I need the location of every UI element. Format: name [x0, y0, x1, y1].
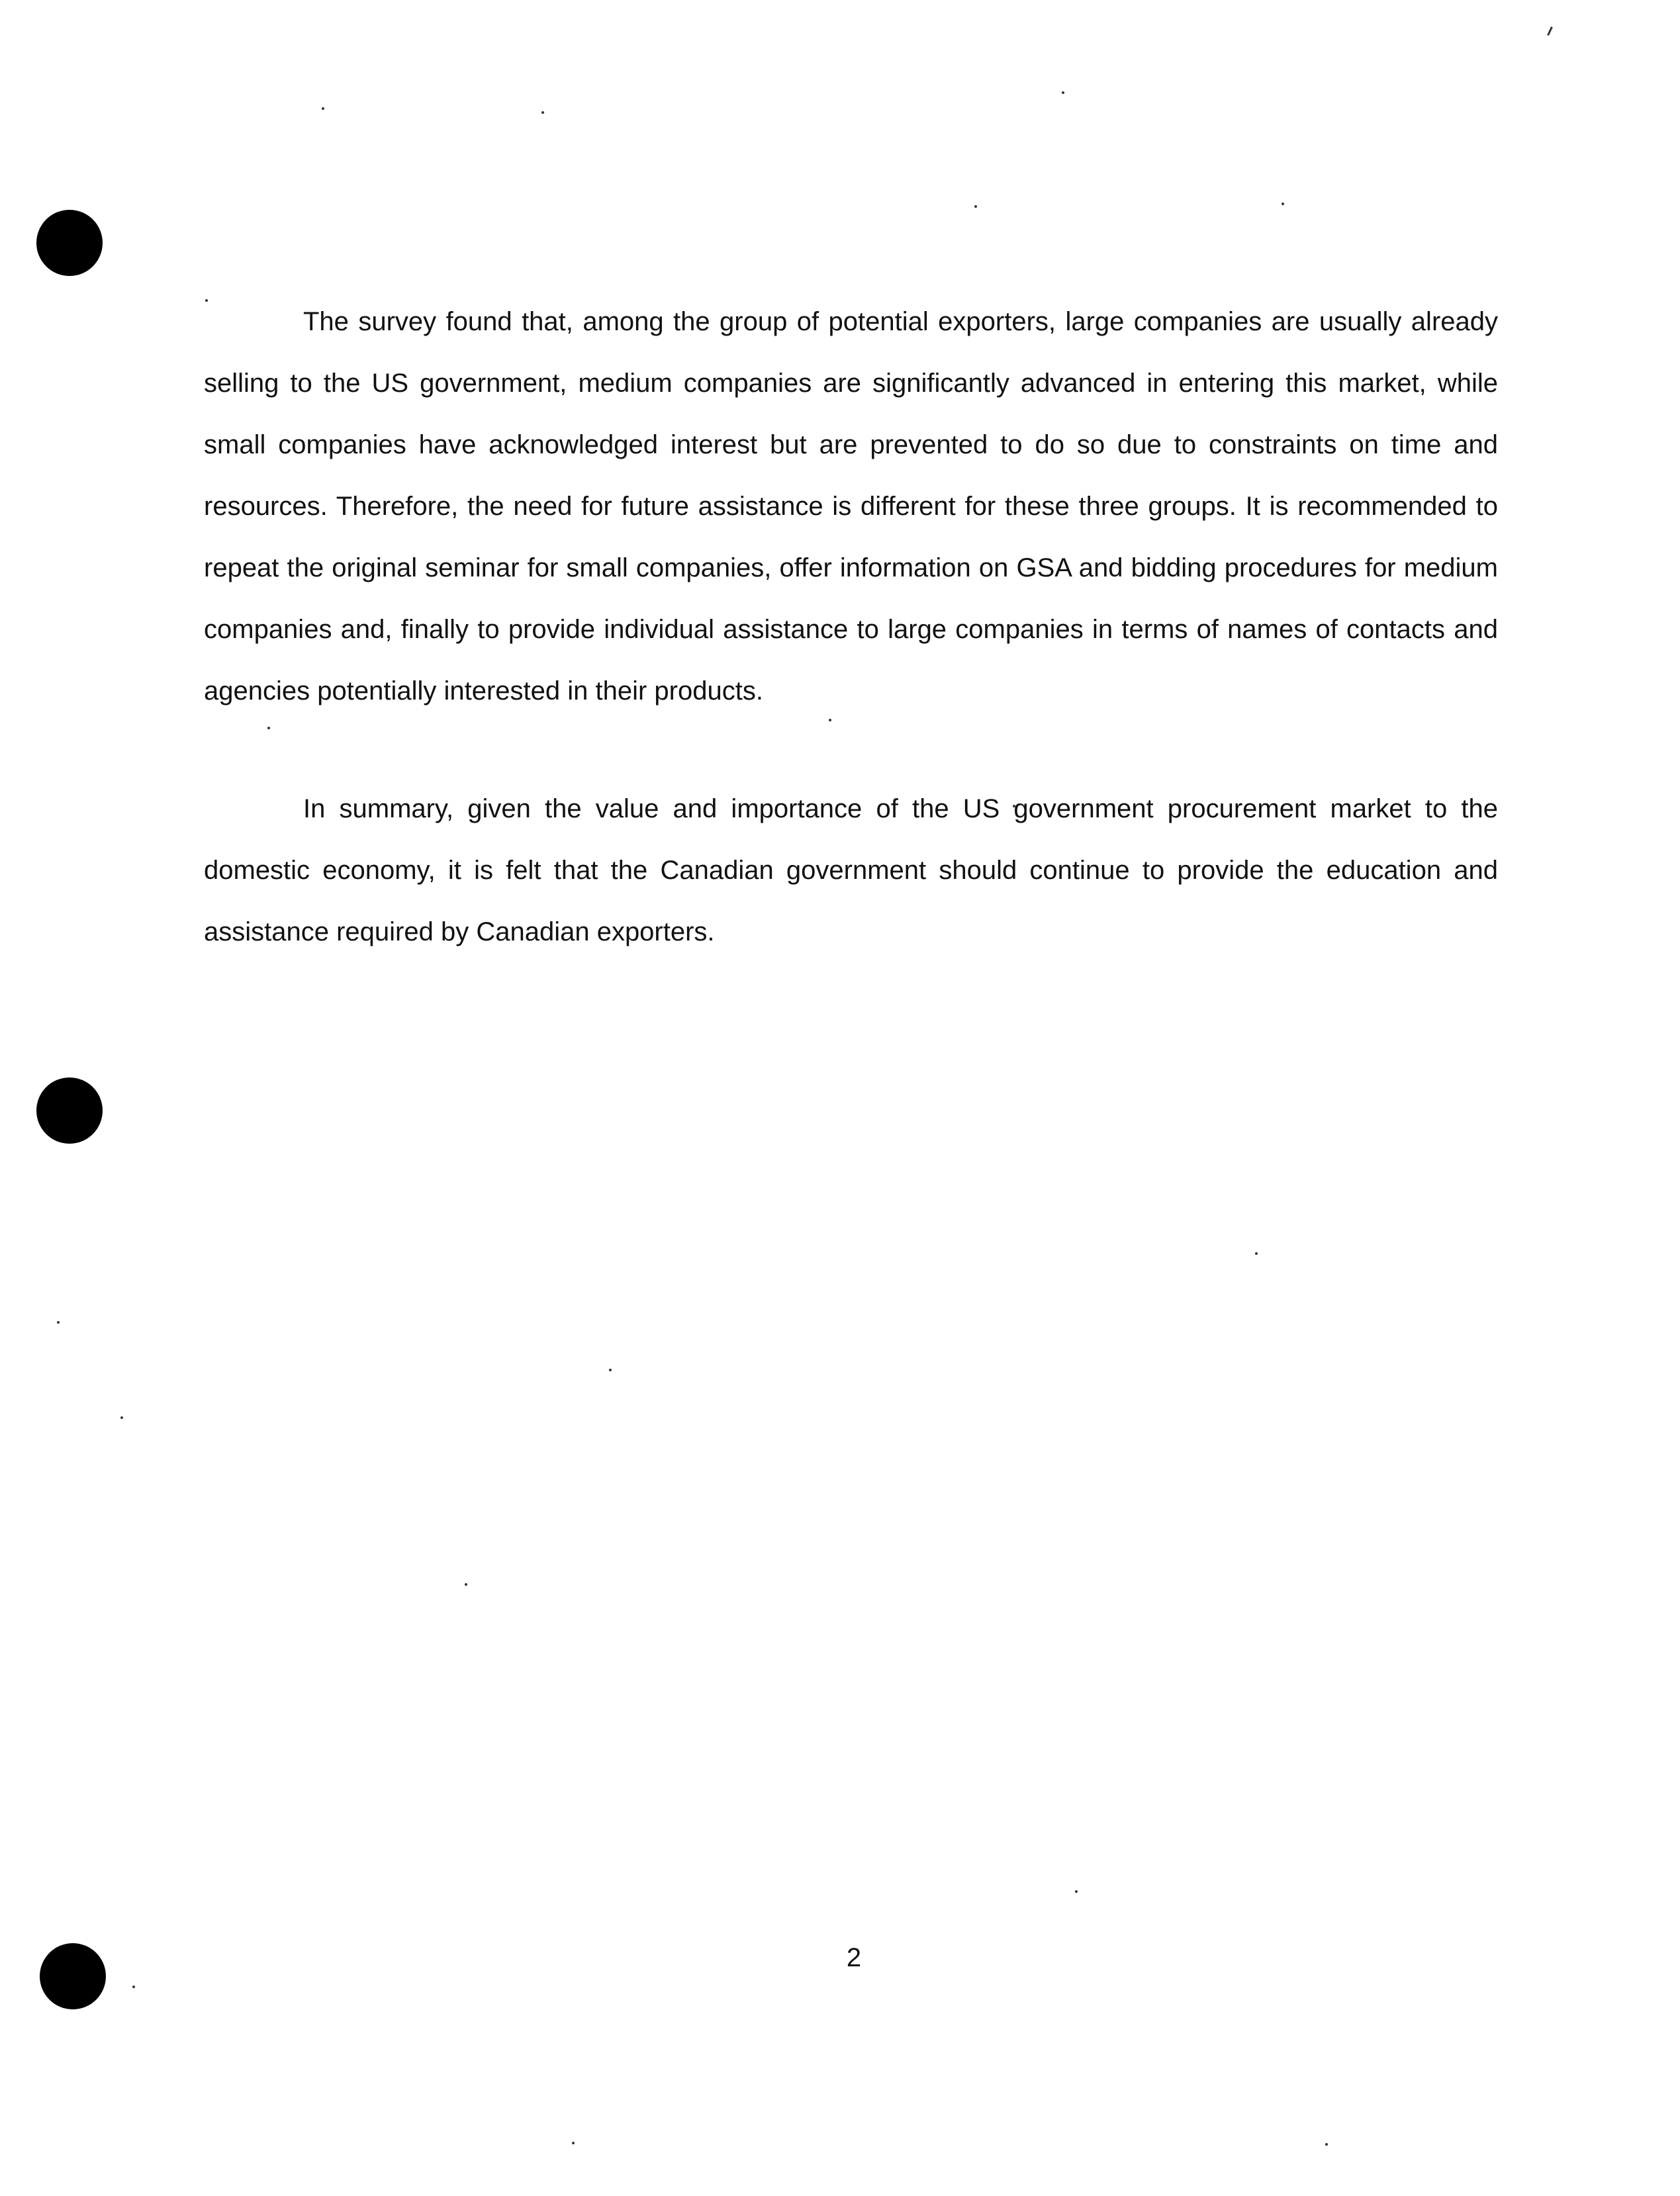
scan-speck	[1282, 203, 1284, 205]
punch-hole-top	[36, 210, 103, 276]
paragraph-survey-findings: The survey found that, among the group of potential exporters, large companies are usually already selling to the US government, medium companies are significantly advanced in entering this market, while small companies have acknowledged interest but are prevented to do so due to constraints on time and resources. Therefore, the need for future assistance is different for these three groups. It is recommended to repeat the original seminar for small companies, offer information on GSA and bidding procedures for medium companies and, finally to provide individual assistance to large companies in terms of names of contacts and agencies potentially interested in their products.	[204, 307, 1498, 706]
scan-speck	[465, 1583, 467, 1586]
punch-hole-middle	[36, 1077, 103, 1144]
page-number: 2	[846, 1943, 862, 1972]
scan-speck	[322, 107, 324, 110]
scan-speck	[541, 111, 544, 114]
scan-speck	[572, 2142, 575, 2144]
scan-speck	[1325, 2143, 1328, 2146]
punch-hole-bottom	[40, 1943, 106, 2009]
scan-speck	[120, 1416, 123, 1419]
scan-speck	[57, 1321, 60, 1324]
scan-speck	[609, 1369, 612, 1371]
scan-speck	[1255, 1252, 1258, 1255]
scan-mark	[1547, 26, 1553, 36]
scan-speck	[974, 205, 977, 208]
scan-speck	[1075, 1890, 1078, 1893]
scan-speck	[132, 1986, 135, 1988]
paragraph-summary: In summary, given the value and importance of the US government procurement market to the domestic economy, it is felt that the Canadian government should continue to provide the education and assistance required by Canadian exporters.	[204, 794, 1498, 946]
scan-speck	[267, 727, 270, 729]
scan-speck	[1062, 91, 1064, 94]
